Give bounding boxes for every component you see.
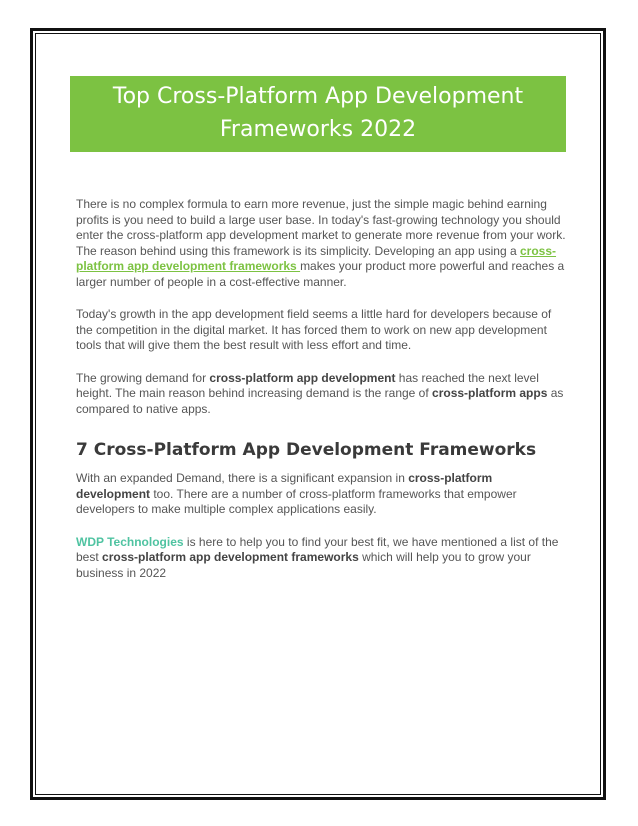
paragraph-expansion-bold: cross-platform development	[76, 471, 493, 501]
paragraph-expansion-text-b: too. There are a number of cross-platform frameworks that empower developers to make multiple complex applications easily.	[76, 486, 517, 516]
title-line-2: Frameworks 2022	[219, 117, 417, 142]
paragraph-wdp-text-b: which will help you to grow your business in 2022	[76, 550, 531, 580]
cross-platform-frameworks-link[interactable]: cross-platform app development frameworks	[76, 243, 557, 273]
paragraph-demand-text-c: as compared to native apps.	[76, 386, 564, 416]
paragraph-expansion	[76, 471, 566, 518]
paragraph-demand-text-b: has reached the next level height. The main reason behind increasing demand is the range of	[76, 370, 539, 400]
section-heading: 7 Cross-Platform App Development Frameworks	[76, 440, 537, 460]
title-line-1: Top Cross-Platform App Development	[112, 84, 524, 109]
paragraph-demand-text-a: The growing demand for	[76, 370, 210, 385]
paragraph-demand-bold-2: cross-platform apps	[432, 386, 548, 400]
title-banner	[70, 76, 566, 152]
paragraph-wdp	[76, 535, 566, 582]
paragraph-demand-bold-1: cross-platform app development	[209, 370, 396, 385]
paragraph-wdp-text-a: is here to help you to find your best fit, we have mentioned a list of the best	[76, 534, 559, 564]
paragraph-demand	[76, 371, 566, 418]
paragraph-wdp-bold: cross-platform app development frameworks	[102, 550, 359, 564]
wdp-technologies-link[interactable]: WDP Technologies	[76, 534, 187, 549]
paragraph-intro-text-b: makes your product more powerful and reaches a larger number of people in a cost-effective manner.	[76, 259, 565, 289]
document-body	[76, 197, 566, 598]
paragraph-intro-text-a: There is no complex formula to earn more revenue, just the simple magic behind earning profits is you need to build a large user base. In today's fast-growing technology you should enter the cross-platform app development market to generate more revenue from your work. The reason behind using this framework is its simplicity. Developing an app using a	[76, 197, 566, 258]
paragraph-expansion-text-a: With an expanded Demand, there is a significant expansion in	[76, 471, 409, 485]
paragraph-growth: Today's growth in the app development field seems a little hard for developers because of the competition in the digital market. It has forced them to work on new app development tools that will give them the best result with less effort and time.	[76, 307, 552, 352]
paragraph-intro	[76, 197, 566, 290]
